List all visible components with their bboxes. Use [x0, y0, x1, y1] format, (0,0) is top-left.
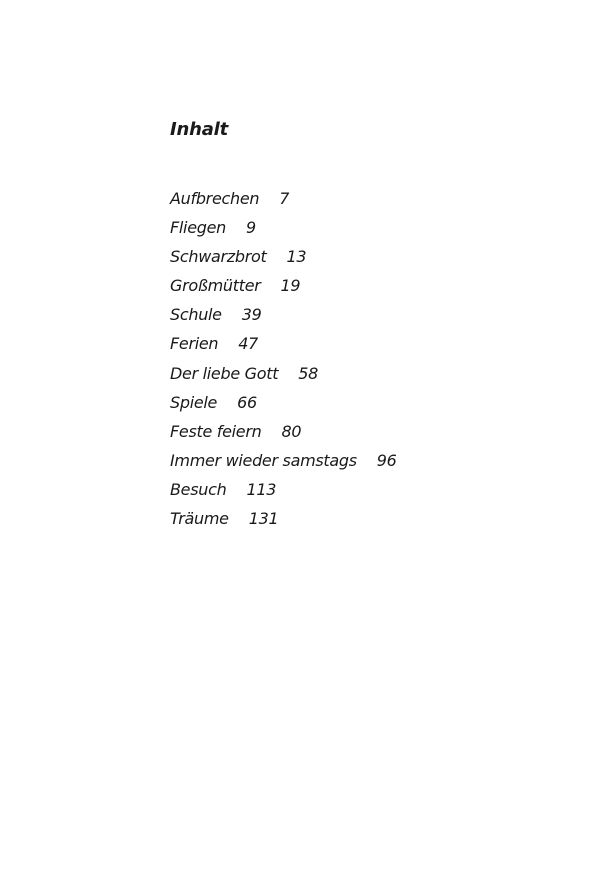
toc-entry-title: Fliegen — [170, 218, 226, 238]
toc-entry — [170, 216, 397, 245]
toc-entry-page-number: 131 — [248, 509, 279, 529]
toc-entry-title: Feste feiern — [170, 421, 262, 441]
toc-heading: Inhalt — [170, 119, 229, 140]
toc-entry-page-number: 9 — [245, 218, 256, 238]
toc-entry-page-number: 39 — [241, 305, 262, 325]
toc-entry — [170, 391, 397, 420]
toc-entry-page-number: 47 — [238, 334, 259, 354]
toc-entry-title: Träume — [170, 509, 229, 529]
toc-entry-page-number: 13 — [286, 247, 307, 267]
toc-entry-title: Der liebe Gott — [170, 363, 279, 383]
toc-entry — [170, 478, 397, 507]
toc-entry — [170, 187, 397, 216]
toc-entry-page-number: 58 — [298, 363, 318, 383]
toc-entry-title: Großmütter — [170, 276, 261, 296]
toc-entry-page-number: 66 — [237, 392, 257, 412]
toc-entry-title: Immer wieder samstags — [170, 450, 357, 470]
table-of-contents — [170, 187, 397, 536]
toc-entry-page-number: 96 — [376, 450, 397, 470]
toc-entry — [170, 332, 397, 361]
toc-entry-title: Ferien — [170, 334, 219, 354]
toc-entry-title: Schule — [170, 305, 222, 325]
toc-entry-title: Spiele — [170, 392, 218, 412]
toc-entry — [170, 507, 397, 536]
toc-entry-page-number: 113 — [246, 479, 277, 499]
toc-entry-page-number: 80 — [281, 421, 302, 441]
toc-entry-page-number: 19 — [280, 276, 301, 296]
toc-entry — [170, 245, 397, 274]
toc-entry-title: Schwarzbrot — [170, 247, 267, 267]
toc-entry — [170, 303, 397, 332]
toc-entry — [170, 449, 397, 478]
toc-entry — [170, 274, 397, 303]
toc-entry — [170, 362, 397, 391]
toc-entry-title: Aufbrechen — [170, 189, 260, 208]
toc-entry — [170, 420, 397, 449]
toc-entry-page-number: 7 — [279, 189, 290, 208]
toc-entry-title: Besuch — [170, 479, 227, 499]
